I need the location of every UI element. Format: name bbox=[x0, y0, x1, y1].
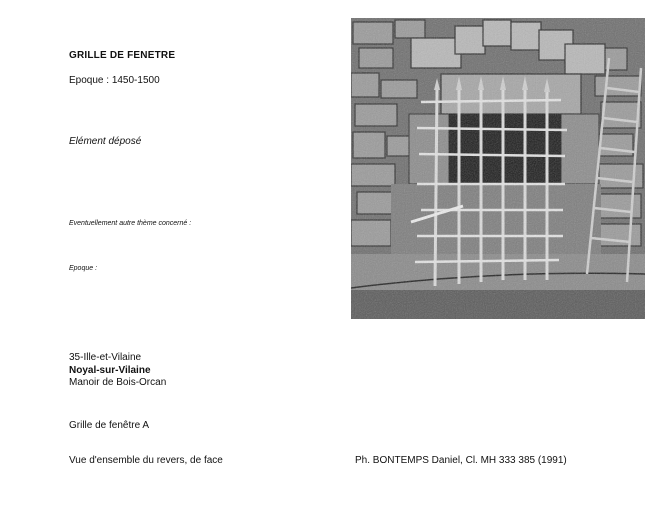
departement: 35-Ille-et-Vilaine bbox=[69, 352, 142, 363]
epoque-secondary-label: Epoque : bbox=[69, 265, 98, 272]
photo-title: Grille de fenêtre A bbox=[69, 420, 150, 431]
autre-theme-label: Eventuellement autre thème concerné : bbox=[69, 220, 192, 227]
photo-view-description: Vue d'ensemble du revers, de face bbox=[69, 455, 223, 466]
lieu-dit: Manoir de Bois-Orcan bbox=[69, 377, 167, 388]
commune: Noyal-sur-Vilaine bbox=[69, 365, 151, 376]
depose-note: Elément déposé bbox=[69, 136, 142, 147]
photo-credit: Ph. BONTEMPS Daniel, Cl. MH 333 385 (1991) bbox=[355, 455, 567, 466]
epoque-line: Epoque : 1450-1500 bbox=[69, 75, 160, 86]
notice-title: GRILLE DE FENETRE bbox=[69, 50, 176, 61]
window-grille-photo bbox=[351, 18, 645, 319]
